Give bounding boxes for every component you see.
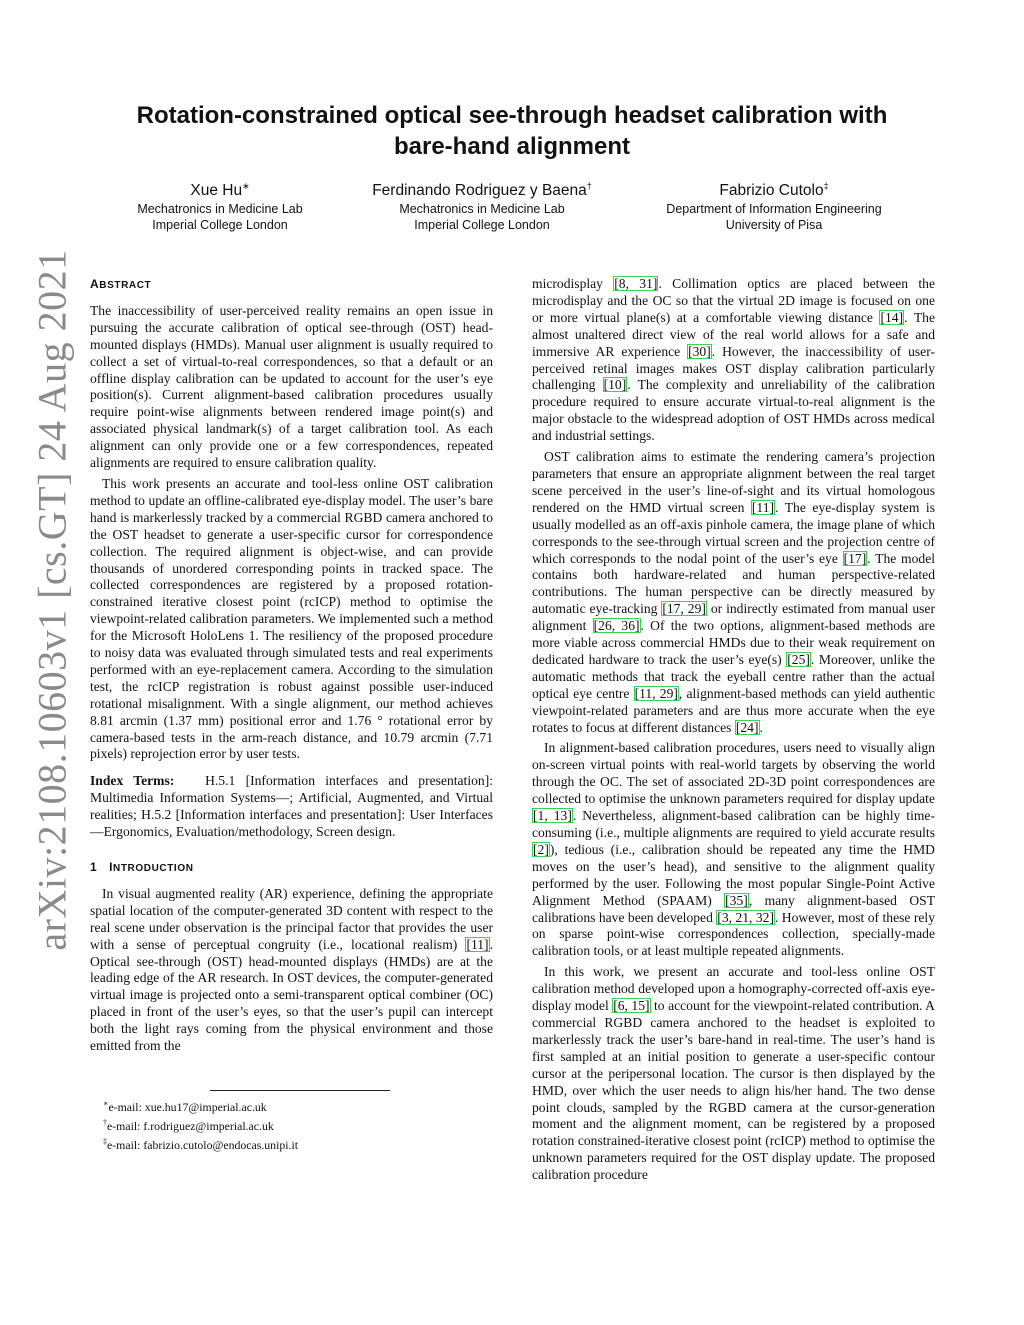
footnote-3: ‡e-mail: fabrizio.cutolo@endocas.unipi.it — [103, 1136, 299, 1152]
author-institution: Imperial College London — [152, 218, 288, 233]
footnote-divider — [210, 1090, 390, 1091]
author-affiliation: Department of Information Engineering — [666, 202, 882, 217]
abstract-paragraph-1: The inaccessibility of user-perceived reality remains an open issue in pursuing the accurate calibration of optical see-through (OST) head-mounted displays (HMDs). Manual user alignment is usually required to collect a set of virtual-to-real correspondences, so that a default or an offline display calibration can be updated to account for the user’s eye position(s). Current alignment-based calibration procedures usually require point-wise alignments between rendered image point(s) and associated physical landmark(s) of a target calibration tool. As each alignment can only provide one or a few correspondences, repeated alignments are required to ensure calibration quality. — [90, 302, 493, 471]
footnote-2: †e-mail: f.rodriguez@imperial.ac.uk — [103, 1117, 274, 1133]
citation-link[interactable]: [11, 29] — [634, 685, 678, 701]
citation-link[interactable]: [10] — [603, 377, 627, 393]
author-block-3 — [644, 176, 904, 233]
intro-paragraph-1: In visual augmented reality (AR) experience, defining the appropriate spatial location of the computer-generated 3D content with respect to the real scene under observation is the principal factor that provides the user with a sense of perceptual congruity (i.e., locational realism) [11]. Optical see-through (OST) head-mounted displays (HMDs) are at the leading edge of the AR research. In OST devices, the computer-generated virtual image is projected onto a semi-transparent optical combiner (OC) placed in front of the user’s eyes, so that the user’s pupil can intercept both the light rays coming from the physical environment and those emitted from the — [90, 885, 493, 1054]
author-name: Fabrizio Cutolo — [719, 182, 824, 200]
paper-title — [120, 100, 904, 162]
citation-link[interactable]: [11] — [466, 936, 489, 952]
author-mark: † — [586, 181, 592, 191]
abstract-heading: ABSTRACT — [90, 277, 152, 291]
author-block-2 — [352, 176, 612, 233]
citation-link[interactable]: [6, 15] — [613, 998, 650, 1014]
author-affiliation: Mechatronics in Medicine Lab — [399, 202, 565, 217]
index-terms-text: H.5.1 [Information interfaces and presentation]: Multimedia Information Systems—; Artificial, Augmented, and Virtual realities; H.5.2 [Information interfaces and presentation]: User Interfaces—Ergonomics, Evaluation/methodology, Screen design. — [90, 773, 494, 840]
author-block-1 — [120, 176, 320, 233]
author-institution: University of Pisa — [725, 218, 823, 233]
footnotes — [103, 1096, 298, 1153]
citation-link[interactable]: [14] — [880, 309, 904, 325]
author-name: Ferdinando Rodriguez y Baena — [372, 182, 587, 200]
citation-link[interactable]: [17, 29] — [662, 601, 706, 617]
title-line-1: Rotation-constrained optical see-through headset calibration with — [136, 102, 888, 129]
intro-paragraph-3: In alignment-based calibration procedures, users need to visually align on-screen virtual points with real-world targets by observing the world through the OC. The set of associated 2D-3D point correspondences are collected to optimise the unknown parameters required for display update [1, 13]. Nevertheless, alignment-based calibration can be highly time-consuming (i.e., multiple alignments are required to yield accurate results [2]), tedious (i.e., calibration should be repeated any time the HMD moves on the user’s head), and sensitive to the alignment quality performed by the user. Following the most popular Single-Point Active Alignment Method (SPAAM) [35], many alignment-based OST calibrations have been developed [3, 21, 32]. However, most of these rely on sparse point-wise correspondences collection, specially-made calibration tools, or at least multiple repeated alignments. — [532, 740, 935, 959]
abstract-paragraph-2: This work presents an accurate and tool-less online OST calibration method to update an offline-calibrated eye-display model. The user’s bare hand is markerlessly tracked by a commercial RGBD camera anchored to the OST headset to generate a user-specific cursor for correspondence collection. The required alignment is object-wise, and can provide thousands of unordered corresponding points in tracked space. The collected correspondences are registered by a proposed rotation-constrained iterative closest point (rcICP) method to optimise the viewpoint-related calibration parameters. We implemented such a method for the Microsoft HoloLens 1. The resiliency of the proposed procedure to noisy data was evaluated through simulated tests and real experiments performed with an eye-replacement camera. According to the simulation test, the rcICP registration is robust against possible user-induced rotational misalignment. With a single alignment, our method achieves 8.81 arcmin (1.37 mm) positional error and 1.76 ° rotational error by camera-based tests in the arm-reach distance, and 10.79 arcmin (7.71 pixels) reprojection error by user tests. — [90, 475, 493, 762]
footnote-1: ∗e-mail: xue.hu17@imperial.ac.uk — [103, 1099, 267, 1114]
author-name: Xue Hu — [190, 182, 243, 200]
index-terms — [90, 773, 493, 841]
index-terms-label: Index Terms: — [90, 773, 175, 789]
citation-link[interactable]: [26, 36] — [593, 618, 640, 634]
citation-link[interactable]: [25] — [787, 651, 810, 667]
left-column — [90, 276, 493, 1055]
title-line-2: bare-hand alignment — [393, 133, 631, 160]
introduction-heading: 1 INTRODUCTION — [90, 860, 194, 874]
citation-link[interactable]: [11] — [751, 499, 775, 515]
citation-link[interactable]: [2] — [533, 841, 549, 857]
author-institution: Imperial College London — [414, 218, 550, 233]
author-mark: ‡ — [823, 181, 829, 191]
intro-paragraph-2: OST calibration aims to estimate the rendering camera’s projection parameters that ensure an appropriate alignment between the real target scene perceived in the user’s line-of-sight and its virtual homologous rendered on the HMD virtual screen [11]. The eye-display system is usually modelled as an off-axis pinhole camera, the image plane of which corresponds to the see-through virtual screen and the projection centre of which corresponds to the nodal point of the user’s eye [17]. The model contains both hardware-related and human perspective-related contributions. The human perspective can be directly measured by automatic eye-tracking [17, 29] or indirectly estimated from manual user alignment [26, 36]. Of the two options, alignment-based methods are more viable across commercial HMDs due to their weak requirement on dedicated hardware to track the user’s eye(s) [25]. Moreover, unlike the automatic methods that track the eyeball centre rather than the actual optical eye centre [11, 29], alignment-based methods can yield authentic viewpoint-related parameters and are thus more accurate when the eye rotates to focus at different distances [24]. — [532, 449, 936, 735]
citation-link[interactable]: [1, 13] — [533, 808, 572, 824]
citation-link[interactable]: [30] — [688, 343, 711, 359]
citation-link[interactable]: [8, 31] — [614, 276, 658, 291]
intro-paragraph-4: In this work, we present an accurate and tool-less online OST calibration method developed upon a homography-corrected off-axis eye-display model [6, 15] to account for the viewpoint-related contribution. A commercial RGBD camera anchored to the headset is exploited to markerlessly track the user’s bare-hand in real-time. The user’s hand is first sampled at an initial position to generate a user-specific contour cursor at the peripersonal location. The cursor is then displayed by the HMD, over which the user needs to align his/her hand. The two dense point clouds, sampled by the RGBD camera at the cursor-generation moment and the alignment moment, can be registered by a proposed rotation constrained-iterative closest point (rcICP) method to optimise the unknown parameters required for the OST display update. The proposed calibration procedure — [532, 964, 935, 1183]
citation-link[interactable]: [35] — [725, 892, 748, 908]
citation-link[interactable]: [17] — [843, 550, 867, 566]
author-affiliation: Mechatronics in Medicine Lab — [137, 202, 303, 217]
author-mark: ∗ — [242, 181, 250, 191]
right-column — [532, 276, 935, 1184]
intro-paragraph-continued: microdisplay [8, 31]. Collimation optics are placed between the microdisplay and the OC so that the virtual 2D image is focused on one or more virtual plane(s) at a comfortable viewing distance [14]. The almost unaltered direct view of the real world allows for a safe and immersive AR experience [30]. However, the inaccessibility of user-perceived retinal images makes OST display calibration particularly challenging [10]. The complexity and unreliability of the calibration procedure required to ensure accurate virtual-to-real alignment is the major obstacle to the widespread adoption of OST HMDs across medical and industrial settings. — [532, 276, 936, 444]
citation-link[interactable]: [3, 21, 32] — [717, 909, 774, 925]
arxiv-identifier-stamp: arXiv:2108.10603v1 [cs.GT] 24 Aug 2021 — [29, 249, 75, 951]
citation-link[interactable]: [24] — [735, 719, 759, 735]
